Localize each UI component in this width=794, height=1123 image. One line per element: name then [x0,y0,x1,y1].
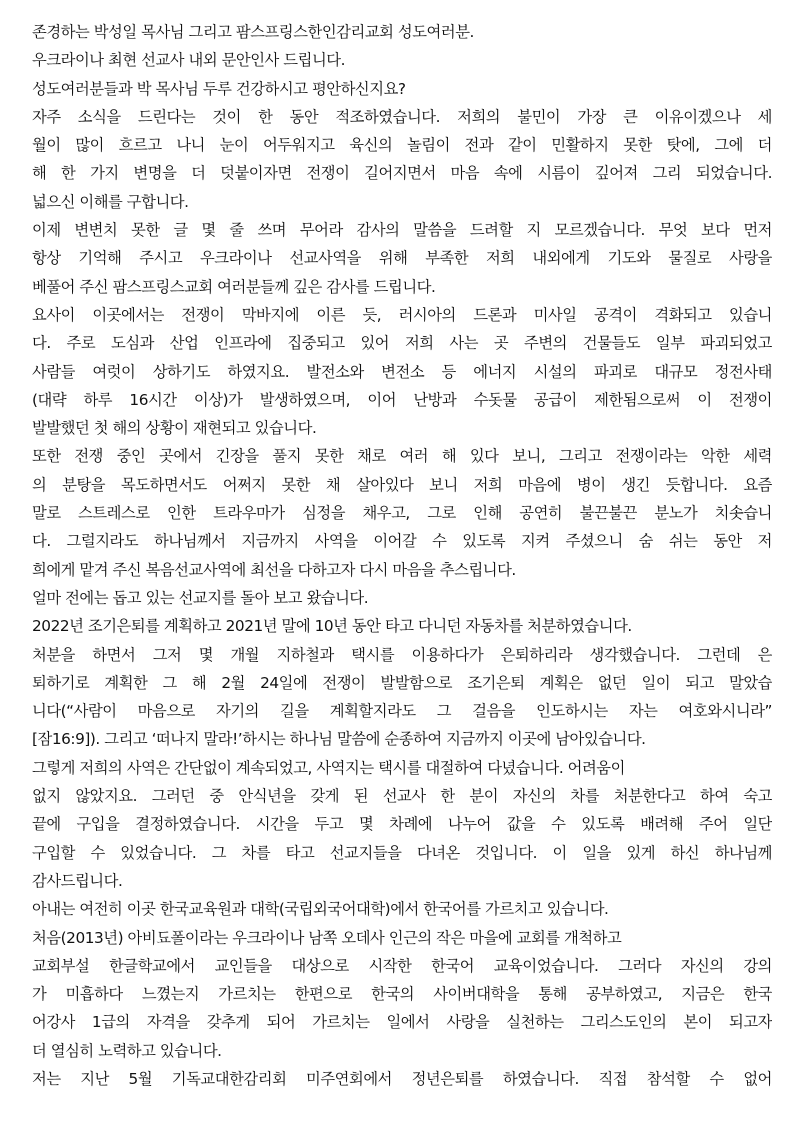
text-line: 아내는 여전히 이곳 한국교육원과 대학(국립외국어대학)에서 한국어를 가르치고 있습니다. [32,900,609,919]
text-line: 해 한 가지 변명을 더 덧붙이자면 전쟁이 길어지면서 마음 속에 시름이 깊어져 그리 되었습니다. [32,164,772,183]
text-line: 더 열심히 노력하고 있습니다. [32,1041,222,1060]
text-line: 처음(2013년) 아비됴폴이라는 우크라이나 남쪽 오데사 인근의 작은 마을에 교회를 개척하고 [32,928,622,947]
text-line: 어강사 1급의 자격을 갖추게 되어 가르치는 일에서 사랑을 실천하는 그리스도인의 본이 되고자 [32,1013,772,1032]
text-line: 교회부설 한글학교에서 교인들을 대상으로 시작한 한국어 교육이었습니다. 그러다 자신의 강의 [32,956,772,975]
text-line: 항상 기억해 주시고 우크라이나 선교사역을 위해 부족한 저희 내외에게 기도와 물질로 사랑을 [32,249,772,268]
text-line: 끝에 구입을 결정하였습니다. 시간을 두고 몇 차례에 나누어 값을 수 있도록 배려해 주어 일단 [32,815,772,834]
text-line: 또한 전쟁 중인 곳에서 긴장을 풀지 못한 채로 여러 해 있다 보니, 그리고 전쟁이라는 악한 세력 [32,447,772,466]
text-line: 얼마 전에는 돕고 있는 선교지를 돌아 보고 왔습니다. [32,588,369,607]
text-line: 우크라이나 최현 선교사 내외 문안인사 드립니다. [32,51,346,70]
text-line: 가 미흡하다 느꼈는지 가르치는 한편으로 한국의 사이버대학을 통해 공부하였고, 지금은 한국 [32,985,772,1004]
text-line: 성도여러분들과 박 목사님 두루 건강하시고 평안하신지요? [32,79,406,98]
text-line: 없지 않았지요. 그러던 중 안식년을 갖게 된 선교사 한 분이 자신의 차를 처분한다고 하여 숙고 [32,787,772,806]
text-line: 베풀어 주신 팜스프링스교회 여러분들께 깊은 감사를 드립니다. [32,277,436,296]
text-line: 저는 지난 5월 기독교대한감리회 미주연회에서 정년은퇴를 하였습니다. 직접 참석할 수 없어 [32,1069,772,1088]
text-line: [잠16:9]). 그리고 ‘떠나지 말라!’하시는 하나님 말씀에 순종하여 지금까지 이곳에 남아있습니다. [32,730,646,749]
text-line: 사람들 여럿이 상하기도 하였지요. 발전소와 변전소 등 에너지 시설의 파괴로 대규모 정전사태 [32,362,772,381]
text-line: 구입할 수 있었습니다. 그 차를 타고 선교지들을 다녀온 것입니다. 이 일을 있게 하신 하나님께 [32,843,772,862]
text-line: 발발했던 첫 해의 상황이 재현되고 있습니다. [32,419,317,438]
text-line: 자주 소식을 드린다는 것이 한 동안 적조하였습니다. 저희의 불민이 가장 큰 이유이겠으나 세 [32,107,772,126]
text-line: 2022년 조기은퇴를 계획하고 2021년 말에 10년 동안 타고 다니던 자동차를 처분하였습니다. [32,617,632,636]
letter-body [32,18,772,1093]
text-line: 요사이 이곳에서는 전쟁이 막바지에 이른 듯, 러시아의 드론과 미사일 공격이 격화되고 있습니 [32,305,772,324]
text-line: 희에게 맡겨 주신 복음선교사역에 최선을 다하고자 다시 마음을 추스립니다. [32,560,516,579]
text-line: 퇴하기로 계획한 그 해 2월 24일에 전쟁이 발발함으로 조기은퇴 계획은 없던 일이 되고 말았습 [32,673,772,692]
text-line: 말로 스트레스로 인한 트라우마가 심정을 채우고, 그로 인해 공연히 불끈불끈 분노가 치솟습니 [32,504,772,523]
text-line: (대략 하루 16시간 이상)가 발생하였으며, 이어 난방과 수돗물 공급이 제한됨으로써 이 전쟁이 [32,390,772,409]
text-line: 월이 많이 흐르고 나니 눈이 어두워지고 육신의 놀림이 전과 같이 민활하지 못한 탓에, 그에 더 [32,136,772,155]
text-line: 다. 주로 도심과 산업 인프라에 집중되고 있어 저희 사는 곳 주변의 건물들도 일부 파괴되었고 [32,334,772,353]
text-line: 이제 변변치 못한 글 몇 줄 쓰며 무어라 감사의 말씀을 드려할 지 모르겠습니다. 무엇 보다 먼저 [32,221,772,240]
text-line: 그렇게 저희의 사역은 간단없이 계속되었고, 사역지는 택시를 대절하여 다녔습니다. 어려움이 [32,758,625,777]
text-line: 의 분탕을 목도하면서도 어쩌지 못한 채 살아있다 보니 저희 마음에 병이 생긴 듯합니다. 요즘 [32,475,772,494]
text-line: 니다(“사람이 마음으로 자기의 길을 계획할지라도 그 걸음을 인도하시는 자는 여호와시니라” [32,702,772,721]
text-line: 다. 그럴지라도 하나님께서 지금까지 사역을 이어갈 수 있도록 지켜 주셨으니 숨 쉬는 동안 저 [32,532,772,551]
text-line: 넓으신 이해를 구합니다. [32,192,189,211]
text-line: 감사드립니다. [32,871,123,890]
text-line: 처분을 하면서 그저 몇 개월 지하철과 택시를 이용하다가 은퇴하리라 생각했습니다. 그런데 은 [32,645,772,664]
text-line: 존경하는 박성일 목사님 그리고 팜스프링스한인감리교회 성도여러분. [32,23,474,41]
